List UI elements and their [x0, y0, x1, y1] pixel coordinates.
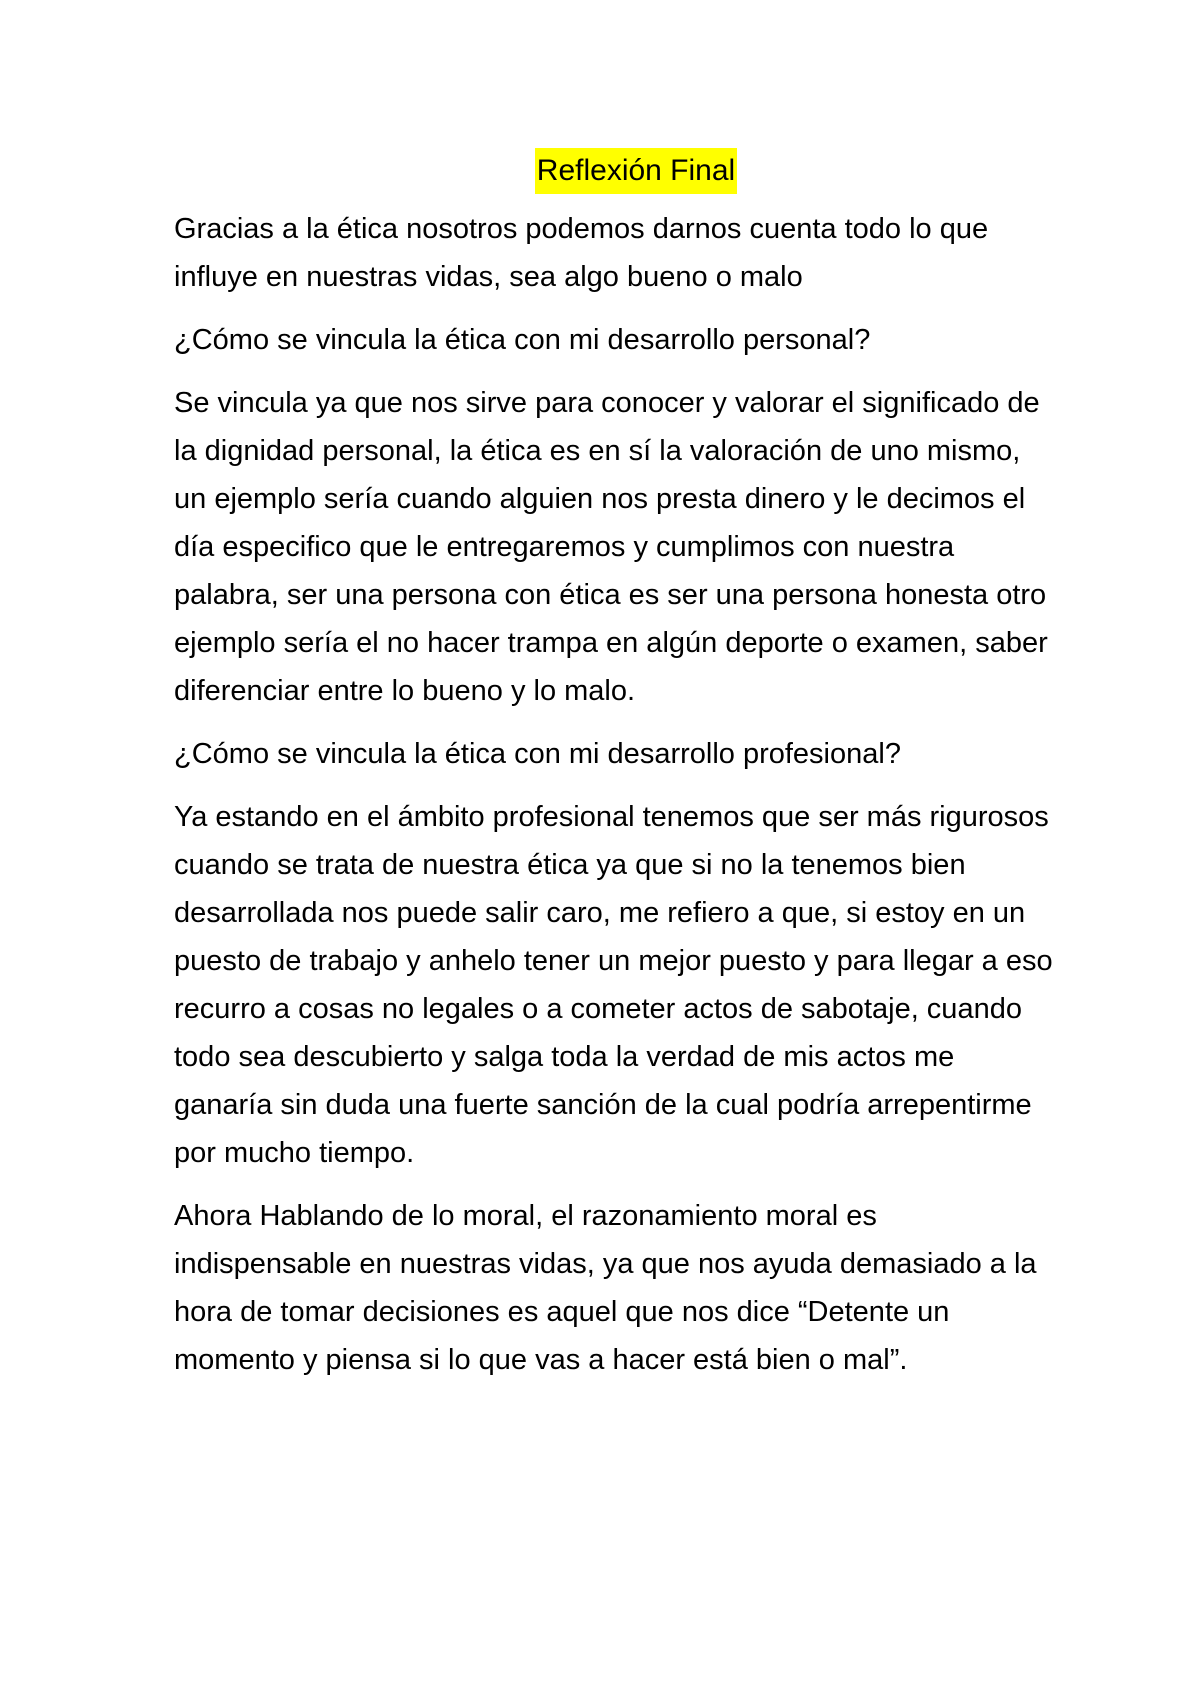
question-professional: ¿Cómo se vincula la ética con mi desarrollo profesional? [174, 738, 901, 770]
title-container [174, 147, 1060, 195]
professional-answer-paragraph: Ya estando en el ámbito profesional tenemos que ser más rigurosos cuando se trata de nuestra ética ya que si no la tenemos bien desarrollada nos puede salir caro, me refiero a que, si estoy en un puesto de trabajo y anhelo tener un mejor puesto y para llegar a eso recurro a cosas no legales o a cometer actos de sabotaje, cuando todo sea descubierto y salga toda la verdad de mis actos me ganaría sin duda una fuerte sanción de la cual podría arrepentirme por mucho tiempo. [174, 801, 1053, 1169]
page-title: Reflexión Final [535, 148, 737, 194]
moral-paragraph: Ahora Hablando de lo moral, el razonamiento moral es indispensable en nuestras vidas, ya que nos ayuda demasiado a la hora de tomar decisiones es aquel que nos dice “Detente un momento y piensa si lo que vas a hacer está bien o mal”. [174, 1200, 1037, 1376]
intro-paragraph: Gracias a la ética nosotros podemos darnos cuenta todo lo que influye en nuestras vidas, sea algo bueno o malo [174, 213, 989, 293]
personal-answer-paragraph: Se vincula ya que nos sirve para conocer y valorar el significado de la dignidad personal, la ética es en sí la valoración de uno mismo, un ejemplo sería cuando alguien nos presta dinero y le decimos el día especifico que le entregaremos y cumplimos con nuestra palabra, ser una persona con ética es ser una persona honesta otro ejemplo sería el no hacer trampa en algún deporte o examen, saber diferenciar entre lo bueno y lo malo. [174, 387, 1048, 707]
question-personal: ¿Cómo se vincula la ética con mi desarrollo personal? [174, 324, 871, 356]
